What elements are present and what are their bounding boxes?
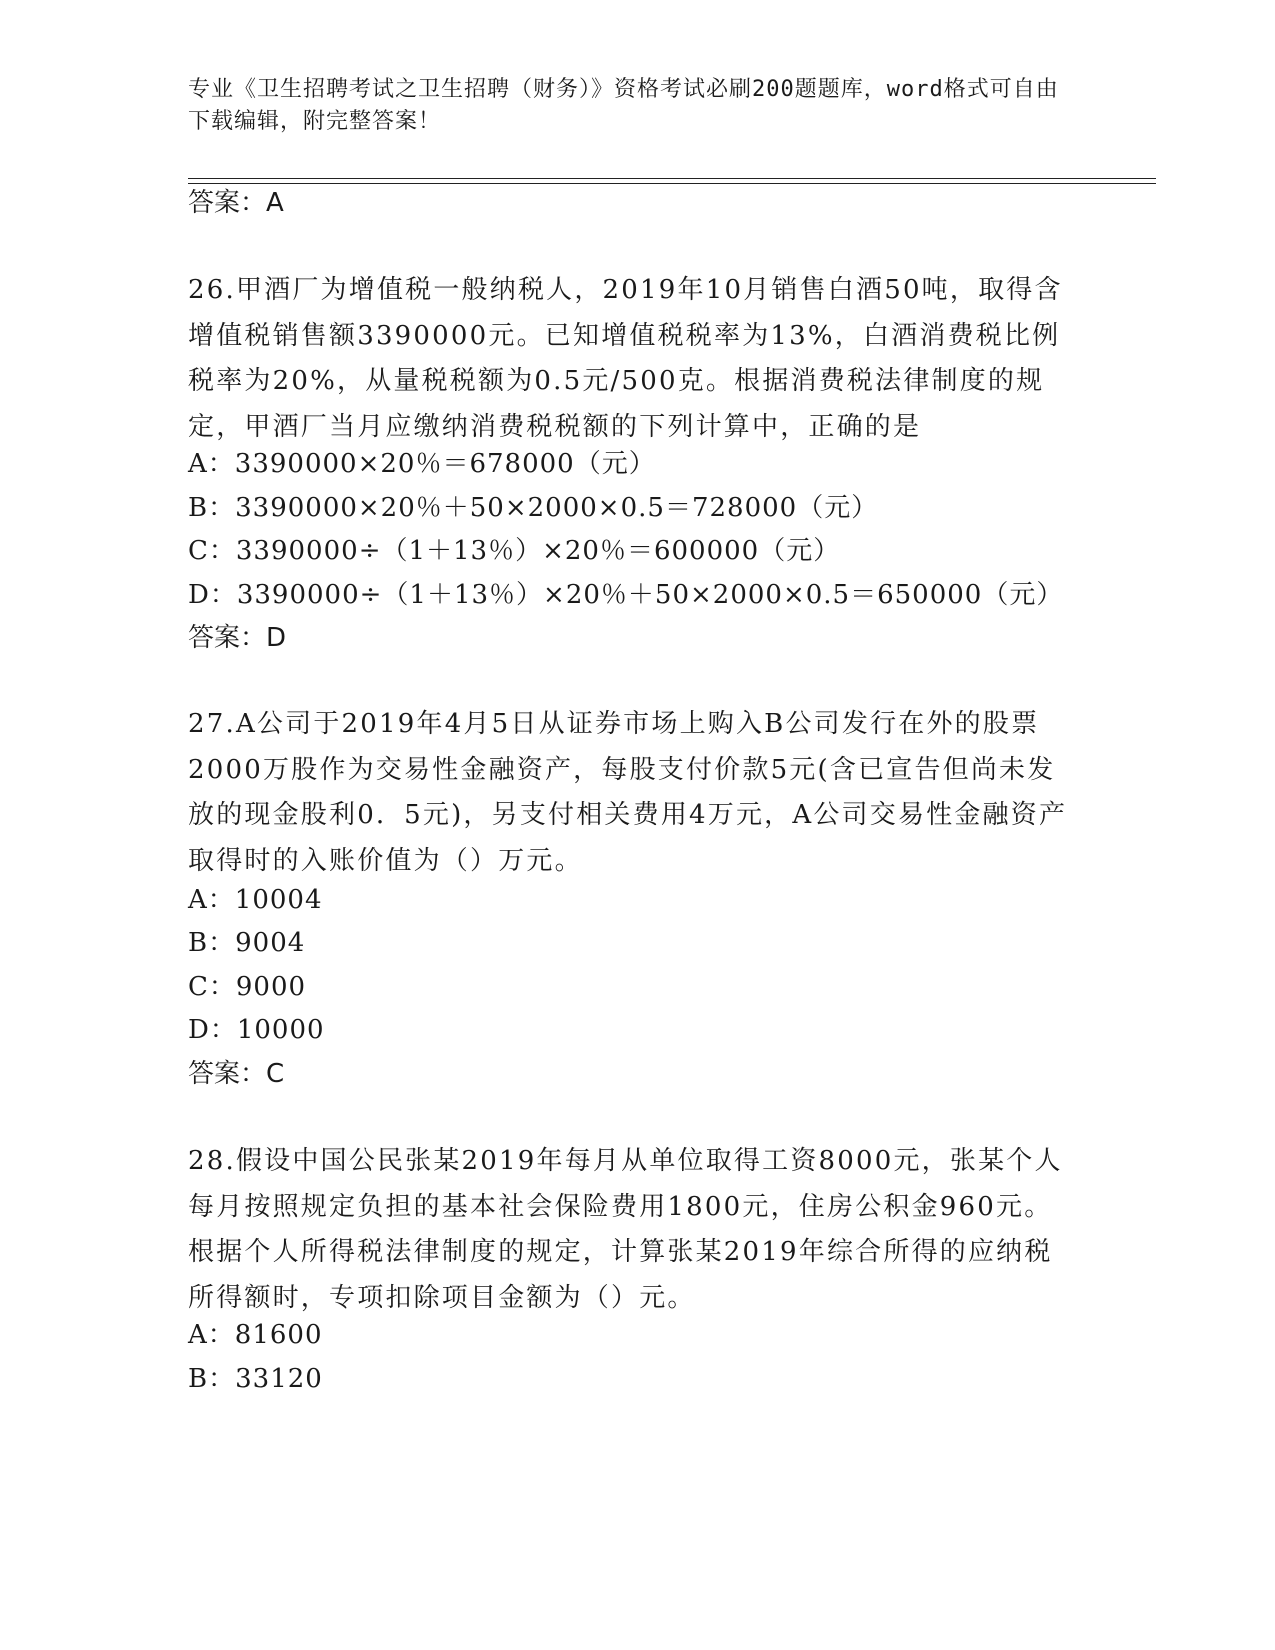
header-rule-bottom [188,183,1156,184]
question-27-option-b: B：9004 [188,928,306,958]
question-27-answer: 答案：C [188,1059,285,1089]
question-28-option-a: A：81600 [188,1320,323,1350]
question-27-option-a: A：10004 [188,885,323,915]
question-26-answer: 答案：D [188,623,287,653]
question-27-option-d: D：10000 [188,1015,325,1045]
answer-prev: 答案：A [188,188,284,218]
question-28-stem: 28.假设中国公民张某2019年每月从单位取得工资8000元，张某个人每月按照规定负担的基本社会保险费用1800元，住房公积金960元。根据个人所得税法律制度的规定，计算张某2019年综合所得的应纳税所得额时，专项扣除项目金额为（）元。 [188,1146,1063,1313]
question-26-option-b: B：3390000×20％＋50×2000×0.5＝728000（元） [188,493,879,523]
question-26-option-d: D：3390000÷（1＋13％）×20％＋50×2000×0.5＝650000（元） [188,580,1064,610]
question-27-option-c: C：9000 [188,972,307,1002]
question-28-option-b: B：33120 [188,1364,323,1394]
question-27-stem: 27.A公司于2019年4月5日从证券市场上购入B公司发行在外的股票2000万股作为交易性金融资产，每股支付价款5元(含已宣告但尚未发放的现金股利0．5元)，另支付相关费用4万元，A公司交易性金融资产取得时的入账价值为（）万元。 [188,709,1068,876]
header-rule-top [188,178,1156,179]
question-26-option-c: C：3390000÷（1＋13％）×20％＝600000（元） [188,536,841,566]
question-26-option-a: A：3390000×20％＝678000（元） [188,449,656,479]
question-26-stem: 26.甲酒厂为增值税一般纳税人，2019年10月销售白酒50吨，取得含增值税销售额3390000元。已知增值税税率为13%，白酒消费税比例税率为20%，从量税税额为0.5元/500克。根据消费税法律制度的规定，甲酒厂当月应缴纳消费税税额的下列计算中，正确的是 [188,275,1063,442]
page-header: 专业《卫生招聘考试之卫生招聘（财务）》资格考试必刷200题题库，word格式可自由下载编辑，附完整答案！ [188,77,1059,134]
